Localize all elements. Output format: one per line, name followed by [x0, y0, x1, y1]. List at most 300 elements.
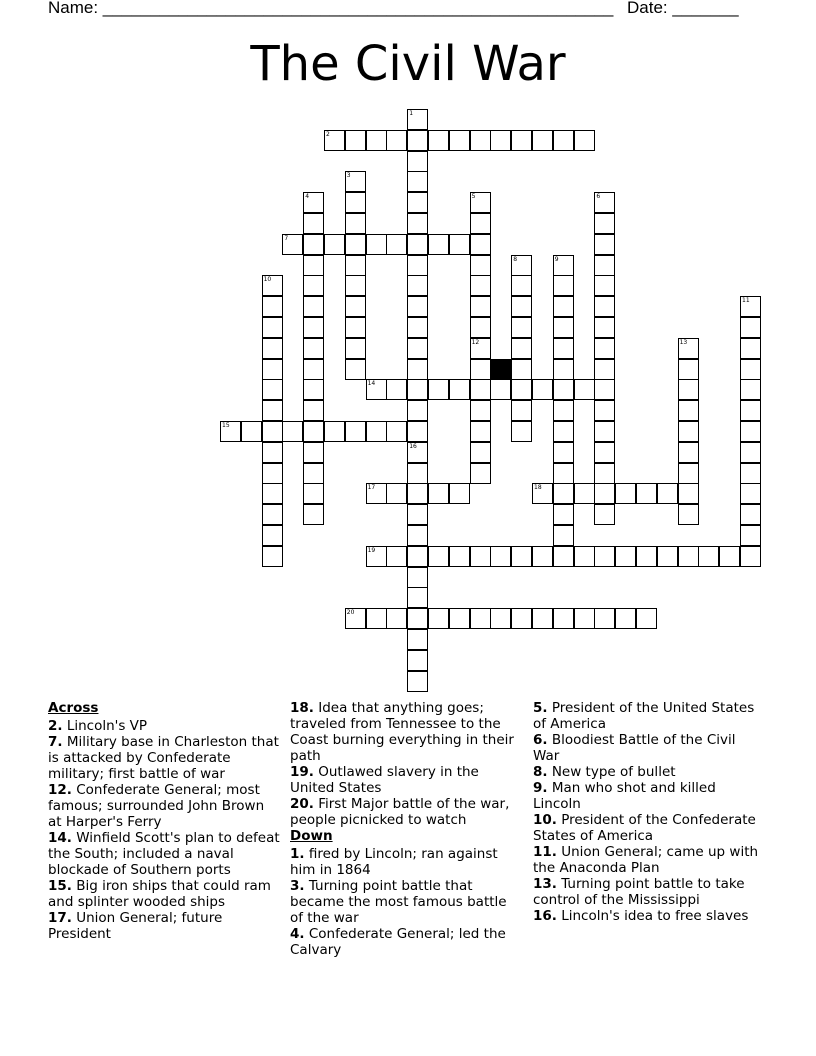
grid-cell[interactable]: [574, 546, 595, 567]
clue-text: Confederate General; most famous; surrounded John Brown at Harper's Ferry: [48, 782, 265, 830]
grid-cell[interactable]: [407, 629, 428, 650]
clue-text: Union General; future President: [48, 910, 223, 942]
clue-number-label: 5: [471, 193, 476, 201]
grid-cell[interactable]: [594, 296, 615, 317]
grid-cell[interactable]: [407, 234, 428, 255]
grid-cell[interactable]: [407, 275, 428, 296]
grid-cell[interactable]: [678, 546, 699, 567]
clue-item: [48, 718, 280, 734]
grid-cell[interactable]: [303, 213, 324, 234]
grid-cell[interactable]: [407, 192, 428, 213]
grid-cell[interactable]: [449, 546, 470, 567]
clue-number: 5.: [533, 700, 548, 716]
grid-cell[interactable]: [262, 338, 283, 359]
clue-number: 17.: [48, 910, 72, 926]
grid-cell[interactable]: [324, 421, 345, 442]
grid-cell[interactable]: [553, 338, 574, 359]
grid-cell[interactable]: [553, 400, 574, 421]
grid-cell[interactable]: [428, 483, 449, 504]
clue-number-label: 1: [409, 110, 414, 117]
grid-cell[interactable]: [407, 463, 428, 484]
clue-number: 8.: [533, 764, 548, 780]
grid-cell[interactable]: [262, 525, 283, 546]
clue-text: First Major battle of the war, people picnicked to watch: [290, 796, 510, 828]
grid-cell[interactable]: [407, 296, 428, 317]
grid-cell[interactable]: [553, 130, 574, 151]
grid-cell[interactable]: [615, 546, 636, 567]
grid-cell[interactable]: [636, 546, 657, 567]
grid-cell[interactable]: [511, 400, 532, 421]
grid-cell[interactable]: [470, 442, 491, 463]
grid-cell[interactable]: [366, 608, 387, 629]
clue-number-label: 8: [513, 255, 518, 263]
clue-text: Bloodiest Battle of the Civil War: [533, 732, 736, 764]
grid-cell[interactable]: [241, 421, 262, 442]
clue-item: [48, 910, 280, 942]
grid-cell[interactable]: [428, 546, 449, 567]
grid-cell[interactable]: [407, 546, 428, 567]
grid-cell[interactable]: [657, 483, 678, 504]
clue-number: 10.: [533, 812, 557, 828]
grid-cell[interactable]: [594, 275, 615, 296]
grid-cell[interactable]: [740, 546, 761, 567]
grid-cell[interactable]: [407, 338, 428, 359]
grid-cell[interactable]: [553, 296, 574, 317]
grid-cell[interactable]: [262, 504, 283, 525]
clue-number: 13.: [533, 876, 557, 892]
grid-cell[interactable]: [220, 421, 241, 442]
grid-cell[interactable]: [407, 671, 428, 692]
grid-cell[interactable]: [470, 275, 491, 296]
clue-number: 16.: [533, 908, 557, 924]
grid-cell[interactable]: [345, 192, 366, 213]
grid-cell[interactable]: [303, 400, 324, 421]
grid-cell[interactable]: [553, 442, 574, 463]
grid-cell[interactable]: [366, 421, 387, 442]
grid-cell[interactable]: [594, 504, 615, 525]
grid-cell[interactable]: [740, 317, 761, 338]
grid-cell[interactable]: [407, 109, 428, 130]
grid-cell[interactable]: [303, 463, 324, 484]
clues-column-3: [533, 700, 765, 924]
grid-cell[interactable]: [594, 379, 615, 400]
down-clue-list: [290, 846, 522, 958]
grid-cell[interactable]: [407, 567, 428, 588]
grid-cell[interactable]: [386, 234, 407, 255]
clue-item: [533, 844, 765, 876]
grid-cell[interactable]: [594, 338, 615, 359]
grid-cell[interactable]: [407, 587, 428, 608]
grid-cell[interactable]: [740, 463, 761, 484]
grid-cell[interactable]: [511, 338, 532, 359]
grid-cell[interactable]: [282, 234, 303, 255]
clue-number: 2.: [48, 718, 63, 734]
grid-cell[interactable]: [490, 130, 511, 151]
clue-number: 1.: [290, 846, 305, 862]
grid-cell[interactable]: [407, 650, 428, 671]
grid-cell[interactable]: [366, 130, 387, 151]
clue-item: [533, 908, 765, 924]
grid-cell[interactable]: [303, 275, 324, 296]
grid-cell[interactable]: [594, 317, 615, 338]
clue-text: Military base in Charleston that is attacked by Confederate military; first battle of war: [48, 734, 279, 782]
clue-text: Winfield Scott's plan to defeat the South; included a naval blockade of Southern ports: [48, 830, 280, 878]
clue-text: Turning point battle that became the most famous battle of the war: [290, 878, 507, 926]
grid-cell[interactable]: [428, 379, 449, 400]
clue-text: Turning point battle to take control of the Mississippi: [533, 876, 745, 908]
clue-number: 11.: [533, 844, 557, 860]
clue-text: Lincoln's idea to free slaves: [556, 908, 749, 924]
grid-cell[interactable]: [303, 296, 324, 317]
clue-number-label: 2: [326, 130, 330, 138]
grid-cell[interactable]: [345, 234, 366, 255]
clue-text: President of the United States of America: [533, 700, 755, 732]
clue-item: [533, 700, 765, 732]
grid-cell[interactable]: [594, 359, 615, 380]
grid-cell[interactable]: [553, 546, 574, 567]
grid-cell[interactable]: [532, 483, 553, 504]
clue-item: [533, 732, 765, 764]
clue-text: Big iron ships that could ram and splinter wooded ships: [48, 878, 271, 910]
clue-number-label: 17: [367, 484, 376, 492]
grid-cell[interactable]: [470, 463, 491, 484]
grid-cell[interactable]: [740, 525, 761, 546]
grid-cell[interactable]: [386, 421, 407, 442]
clue-text: fired by Lincoln; ran against him in 1864: [290, 846, 498, 878]
grid-cell[interactable]: [262, 317, 283, 338]
grid-cell[interactable]: [574, 130, 595, 151]
grid-cell[interactable]: [407, 400, 428, 421]
grid-cell[interactable]: [490, 608, 511, 629]
grid-cell[interactable]: [345, 338, 366, 359]
grid-cell[interactable]: [553, 525, 574, 546]
grid-cell[interactable]: [594, 255, 615, 276]
grid-cell[interactable]: [386, 608, 407, 629]
grid-cell[interactable]: [407, 608, 428, 629]
across-clue-list: [48, 718, 280, 942]
grid-cell[interactable]: [740, 359, 761, 380]
grid-cell[interactable]: [594, 192, 615, 213]
grid-cell[interactable]: [470, 608, 491, 629]
grid-cell[interactable]: [345, 255, 366, 276]
clue-item: [290, 764, 522, 796]
grid-cell[interactable]: [470, 400, 491, 421]
clues-column-2: [290, 700, 522, 958]
grid-cell[interactable]: [532, 546, 553, 567]
clue-item: [533, 780, 765, 812]
clue-number-label: 7: [284, 234, 289, 242]
grid-cell[interactable]: [303, 317, 324, 338]
grid-cell[interactable]: [282, 421, 303, 442]
clues-column-1: [48, 700, 280, 942]
grid-cell[interactable]: [407, 504, 428, 525]
grid-cell[interactable]: [594, 213, 615, 234]
clue-item: [48, 830, 280, 878]
grid-cell[interactable]: [511, 255, 532, 276]
grid-cell[interactable]: [386, 130, 407, 151]
grid-cell[interactable]: [366, 483, 387, 504]
grid-cell[interactable]: [470, 338, 491, 359]
grid-cell[interactable]: [449, 608, 470, 629]
name-field[interactable]: Name: ______________________________________________________: [48, 0, 614, 17]
grid-cell[interactable]: [594, 463, 615, 484]
grid-cell[interactable]: [449, 130, 470, 151]
clue-item: [48, 734, 280, 782]
grid-cell[interactable]: [407, 151, 428, 172]
grid-cell[interactable]: [366, 234, 387, 255]
grid-cell[interactable]: [574, 608, 595, 629]
clue-number-label: 9: [554, 255, 559, 263]
grid-cell[interactable]: [262, 463, 283, 484]
grid-cell[interactable]: [594, 483, 615, 504]
page-title: The Civil War: [250, 36, 566, 92]
grid-cell[interactable]: [678, 483, 699, 504]
grid-cell[interactable]: [698, 546, 719, 567]
clue-item: [290, 926, 522, 958]
clue-item: [48, 878, 280, 910]
grid-cell[interactable]: [740, 442, 761, 463]
grid-cell[interactable]: [678, 504, 699, 525]
across-clue-list-continued: [290, 700, 522, 828]
grid-cell[interactable]: [407, 442, 428, 463]
grid-cell[interactable]: [615, 608, 636, 629]
grid-cell[interactable]: [574, 379, 595, 400]
grid-cell[interactable]: [345, 421, 366, 442]
grid-cell[interactable]: [345, 317, 366, 338]
clue-number: 20.: [290, 796, 314, 812]
grid-cell[interactable]: [407, 213, 428, 234]
grid-cell[interactable]: [678, 400, 699, 421]
grid-cell[interactable]: [657, 546, 678, 567]
clue-text: President of the Confederate States of America: [533, 812, 756, 844]
clue-number-label: 13: [679, 338, 688, 346]
grid-cell[interactable]: [740, 421, 761, 442]
grid-cell[interactable]: [719, 546, 740, 567]
clue-number-label: 3: [346, 172, 351, 180]
grid-cell[interactable]: [740, 483, 761, 504]
grid-cell[interactable]: [303, 442, 324, 463]
grid-cell[interactable]: [407, 525, 428, 546]
grid-cell[interactable]: [345, 275, 366, 296]
grid-cell[interactable]: [553, 421, 574, 442]
grid-cell[interactable]: [303, 504, 324, 525]
grid-cell[interactable]: [594, 608, 615, 629]
grid-cell[interactable]: [428, 608, 449, 629]
clue-number-label: 18: [534, 484, 542, 492]
grid-cell[interactable]: [553, 255, 574, 276]
grid-cell[interactable]: [470, 130, 491, 151]
date-field[interactable]: Date: _______: [627, 0, 739, 17]
grid-cell[interactable]: [532, 608, 553, 629]
clue-item: [48, 782, 280, 830]
grid-cell[interactable]: [345, 359, 366, 380]
grid-cell[interactable]: [407, 130, 428, 151]
grid-cell[interactable]: [262, 421, 283, 442]
grid-cell[interactable]: [449, 234, 470, 255]
grid-cell[interactable]: [574, 483, 595, 504]
grid-cell[interactable]: [303, 421, 324, 442]
grid-cell[interactable]: [428, 234, 449, 255]
grid-cell[interactable]: [449, 483, 470, 504]
grid-cell[interactable]: [511, 275, 532, 296]
grid-cell[interactable]: [407, 483, 428, 504]
grid-cell[interactable]: [470, 255, 491, 276]
clue-number: 18.: [290, 700, 314, 716]
grid-cell[interactable]: [407, 255, 428, 276]
clue-number-label: 14: [367, 380, 376, 388]
grid-cell[interactable]: [553, 275, 574, 296]
grid-cell[interactable]: [470, 296, 491, 317]
down-heading: Down: [290, 828, 333, 844]
grid-cell[interactable]: [553, 608, 574, 629]
grid-cell[interactable]: [594, 546, 615, 567]
grid-cell[interactable]: [678, 442, 699, 463]
clue-text: Union General; came up with the Anaconda Plan: [533, 844, 759, 876]
clue-number-label: 6: [596, 193, 601, 201]
grid-cell[interactable]: [511, 130, 532, 151]
grid-cell[interactable]: [470, 421, 491, 442]
clue-number: 6.: [533, 732, 548, 748]
grid-cell[interactable]: [678, 359, 699, 380]
grid-cell[interactable]: [553, 463, 574, 484]
clue-text: New type of bullet: [547, 764, 676, 780]
grid-cell[interactable]: [553, 504, 574, 525]
grid-cell[interactable]: [386, 546, 407, 567]
grid-cell[interactable]: [511, 296, 532, 317]
grid-cell[interactable]: [490, 379, 511, 400]
clue-item: [533, 764, 765, 780]
grid-cell[interactable]: [740, 504, 761, 525]
grid-cell[interactable]: [594, 234, 615, 255]
grid-cell[interactable]: [678, 338, 699, 359]
grid-cell[interactable]: [345, 130, 366, 151]
grid-cell[interactable]: [470, 192, 491, 213]
grid-cell[interactable]: [303, 483, 324, 504]
grid-cell[interactable]: [511, 317, 532, 338]
grid-cell[interactable]: [324, 130, 345, 151]
clue-text: Idea that anything goes; traveled from Tennessee to the Coast burning everything in their path: [290, 700, 514, 764]
grid-cell[interactable]: [345, 213, 366, 234]
grid-cell[interactable]: [428, 130, 449, 151]
clue-item: [290, 846, 522, 878]
grid-cell[interactable]: [470, 546, 491, 567]
grid-cell[interactable]: [407, 317, 428, 338]
clue-number-label: 15: [222, 422, 230, 429]
clue-number-label: 4: [305, 193, 310, 201]
grid-cell[interactable]: [678, 421, 699, 442]
clue-number: 19.: [290, 764, 314, 780]
grid-cell[interactable]: [511, 546, 532, 567]
grid-cell[interactable]: [470, 379, 491, 400]
clue-number: 4.: [290, 926, 305, 942]
grid-cell[interactable]: [303, 234, 324, 255]
grid-cell[interactable]: [262, 275, 283, 296]
clue-number-label: 19: [367, 546, 376, 554]
grid-cell[interactable]: [303, 338, 324, 359]
grid-cell[interactable]: [407, 171, 428, 192]
grid-cell[interactable]: [615, 483, 636, 504]
grid-cell[interactable]: [386, 379, 407, 400]
grid-cell[interactable]: [324, 234, 345, 255]
grid-cell[interactable]: [407, 359, 428, 380]
grid-cell[interactable]: [303, 359, 324, 380]
grid-cell[interactable]: [511, 359, 532, 380]
clue-item: [290, 878, 522, 926]
clue-text: Man who shot and killed Lincoln: [533, 780, 716, 812]
grid-cell[interactable]: [345, 296, 366, 317]
clue-number-label: 20: [346, 609, 355, 617]
grid-cell[interactable]: [407, 421, 428, 442]
grid-cell[interactable]: [740, 400, 761, 421]
grid-cell[interactable]: [470, 317, 491, 338]
clue-number-label: 11: [742, 297, 750, 305]
grid-cell[interactable]: [594, 400, 615, 421]
grid-cell[interactable]: [262, 296, 283, 317]
grid-cell[interactable]: [345, 171, 366, 192]
grid-cell[interactable]: [366, 379, 387, 400]
grid-cell[interactable]: [594, 421, 615, 442]
grid-cell[interactable]: [407, 379, 428, 400]
grid-cell[interactable]: [594, 442, 615, 463]
grid-cell[interactable]: [490, 546, 511, 567]
grid-cell[interactable]: [470, 234, 491, 255]
grid-cell[interactable]: [636, 483, 657, 504]
clue-item: [533, 876, 765, 908]
grid-cell[interactable]: [262, 483, 283, 504]
grid-cell[interactable]: [262, 379, 283, 400]
clue-item: [290, 796, 522, 828]
grid-cell[interactable]: [553, 379, 574, 400]
grid-cell[interactable]: [511, 421, 532, 442]
grid-cell[interactable]: [262, 546, 283, 567]
grid-cell[interactable]: [345, 608, 366, 629]
grid-cell[interactable]: [511, 379, 532, 400]
clue-number: 14.: [48, 830, 72, 846]
grid-cell[interactable]: [553, 317, 574, 338]
clue-number: 9.: [533, 780, 548, 796]
grid-cell[interactable]: [740, 338, 761, 359]
grid-cell[interactable]: [740, 379, 761, 400]
grid-cell[interactable]: [303, 255, 324, 276]
clue-item: [533, 812, 765, 844]
grid-cell[interactable]: [532, 130, 553, 151]
grid-cell[interactable]: [678, 379, 699, 400]
grid-cell[interactable]: [262, 400, 283, 421]
clue-number: 3.: [290, 878, 305, 894]
grid-block-cell: [490, 359, 511, 380]
grid-cell[interactable]: [678, 463, 699, 484]
grid-cell[interactable]: [386, 483, 407, 504]
grid-cell[interactable]: [366, 546, 387, 567]
grid-cell[interactable]: [262, 442, 283, 463]
grid-cell[interactable]: [511, 608, 532, 629]
grid-cell[interactable]: [262, 359, 283, 380]
grid-cell[interactable]: [553, 483, 574, 504]
grid-cell[interactable]: [303, 192, 324, 213]
grid-cell[interactable]: [636, 608, 657, 629]
clue-number: 12.: [48, 782, 72, 798]
grid-cell[interactable]: [740, 296, 761, 317]
clue-number-label: 16: [409, 442, 417, 450]
grid-cell[interactable]: [532, 379, 553, 400]
across-heading: Across: [48, 700, 99, 716]
grid-cell[interactable]: [553, 359, 574, 380]
clue-number: 15.: [48, 878, 72, 894]
grid-cell[interactable]: [470, 213, 491, 234]
grid-cell[interactable]: [449, 379, 470, 400]
grid-cell[interactable]: [470, 359, 491, 380]
grid-cell[interactable]: [303, 379, 324, 400]
